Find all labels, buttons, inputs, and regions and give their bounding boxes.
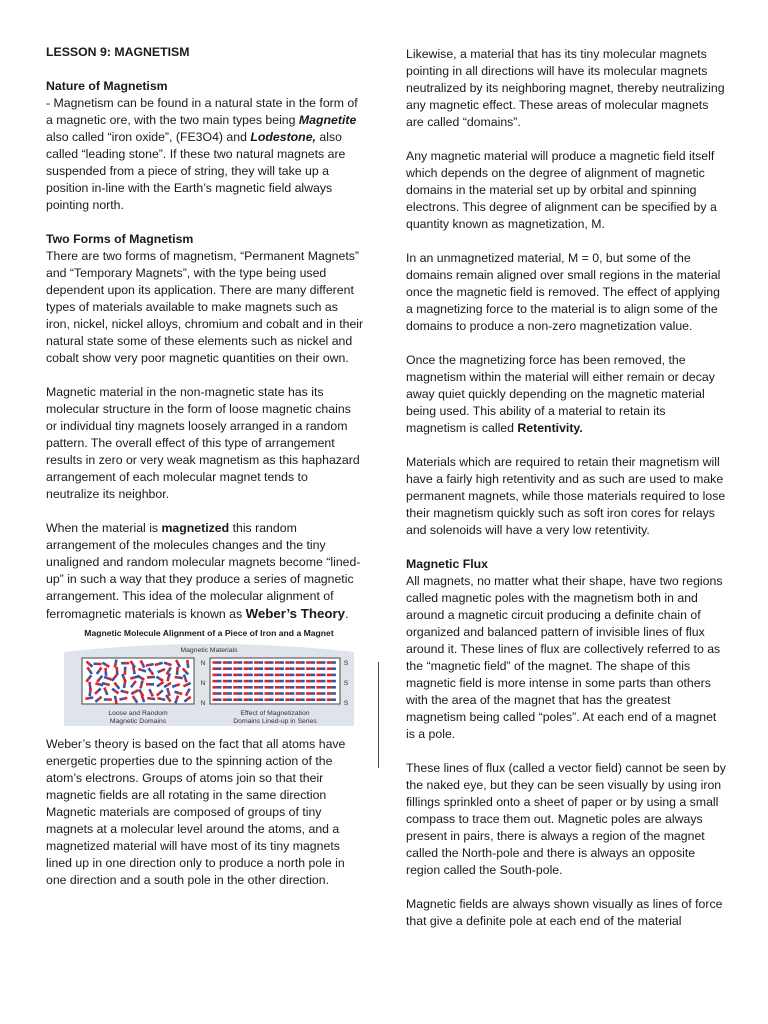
molecular-magnet [296,680,305,683]
magnet-alignment-figure [62,628,356,728]
magnetized-paragraph [46,520,364,623]
molecular-magnet [265,680,274,683]
right-caption-line-2: Domains Lined-up in Series [233,718,317,725]
retain-paragraph: Materials which are required to retain their magnetism will have a fairly high retentivity and as such are used to make permanent magnets, while those materials required to lose their magnetism quickly such as soft iron cores for relays and solenoids will have a very low retentivity. [406,455,726,537]
molecular-magnet [233,667,242,670]
molecular-magnet [296,698,305,701]
molecular-magnet [104,698,112,701]
molecular-magnet [306,686,315,689]
south-pole-label: S [343,700,349,707]
molecular-magnet [254,661,263,664]
molecular-magnet [285,667,294,670]
molecular-magnet [327,692,336,695]
molecular-magnet [317,674,326,677]
molecular-magnet [223,680,232,683]
molecular-magnet [213,692,222,695]
molecular-magnet [317,661,326,664]
figure-title: Magnetic Molecule Alignment of a Piece of Iron and a Magnet [84,628,334,638]
poles-paragraph: All magnets, no matter what their shape, have two regions called magnetic poles with the magnetism both in and around a magnetic circuit producing a definite chain of organized and balanced pattern of invisible lines of flux around it. These lines of flux are collectively referred to as the “magnetic field” of the magnet. The shape of this magnetic field is more intense in some parts than others with the area of the magnet that has the greatest magnetism being called “poles”. At each end of a magnet is a pole. [406,574,723,741]
figure-diagram [62,638,356,726]
molecular-magnet [317,667,326,670]
molecular-magnet [265,661,274,664]
non-magnetic-paragraph: Magnetic material in the non-magnetic state has its molecular structure in the form of loose magnetic chains or individual tiny magnets loosely arranged in a random pattern. The overall effect of this type of arrangement results in zero or very weak magnetism as this haphazard arrangement of each molecular magnet tends to neutralize its neighbor. [46,385,360,501]
molecular-magnet [275,686,284,689]
molecular-magnet [285,661,294,664]
left-caption-line-1: Loose and Random [108,710,168,717]
molecular-magnet [285,686,294,689]
molecular-magnet [296,692,305,695]
molecular-magnet [213,686,222,689]
molecular-magnet [233,674,242,677]
molecular-magnet [244,692,253,695]
molecular-magnet [275,667,284,670]
retentivity-term: Retentivity. [517,421,583,435]
molecular-magnet [213,667,222,670]
molecular-magnet [327,680,336,683]
molecular-magnet [296,674,305,677]
magnetized-term: magnetized [161,521,230,535]
molecular-magnet [223,674,232,677]
molecular-magnet [244,674,253,677]
molecular-magnet [223,661,232,664]
molecular-magnet [213,661,222,664]
molecular-magnet [147,676,155,679]
nature-heading: Nature of Magnetism [46,79,168,93]
molecular-magnet [265,667,274,670]
molecular-magnet [254,674,263,677]
molecular-magnet [285,692,294,695]
molecular-magnet [317,686,326,689]
molecular-magnet [146,683,154,686]
molecular-magnet [254,686,263,689]
text-run: also called “iron oxide”, (FE3O4) and [46,130,251,144]
text-run: - Magnetism can be found in a natural state in the form of a magnetic ore, with the two main types being [46,96,358,127]
molecular-magnet [93,662,101,665]
south-pole-label: S [343,660,349,667]
molecular-magnet [233,698,242,701]
column-divider [378,662,379,768]
molecular-magnet [254,692,263,695]
two-forms-paragraph: There are two forms of magnetism, “Permanent Magnets” and “Temporary Magnets”, with the type being used dependent upon its application. There are many different types of materials available to make magnets such as iron, nickel, nickel alloys, chromium and cobalt and in their natural state some of these elements such as nickel and cobalt show very poor magnetic quantities on their own. [46,249,364,365]
molecular-magnet [327,661,336,664]
molecular-magnet [213,680,222,683]
left-caption-line-2: Magnetic Domains [109,718,167,725]
molecular-magnet [223,667,232,670]
molecular-magnet [254,698,263,701]
molecular-magnet [265,692,274,695]
north-pole-label: N [200,700,206,707]
molecular-magnet [244,698,253,701]
materials-label: Magnetic Materials [180,647,238,654]
molecular-magnet [285,674,294,677]
text-run: When the material is [46,521,162,535]
molecular-magnet [306,692,315,695]
molecular-magnet [306,667,315,670]
two-forms-heading: Two Forms of Magnetism [46,232,194,246]
molecular-magnet [244,686,253,689]
molecular-magnet [275,680,284,683]
field-lines-paragraph: Magnetic fields are always shown visually as lines of force that give a definite pole at each end of the material [406,897,723,928]
molecular-magnet [285,680,294,683]
molecular-magnet [223,686,232,689]
molecular-magnet [275,674,284,677]
right-column [406,46,726,930]
molecular-magnet [306,661,315,664]
molecular-magnet [233,686,242,689]
molecular-magnet [296,686,305,689]
lesson-title: LESSON 9: MAGNETISM [46,45,190,59]
molecular-magnet [265,686,274,689]
south-pole-label: S [343,680,349,687]
text-run: this random arrangement of the molecules changes and the tiny unaligned and random molecular magnets become “lined-up” in such a way that they produce a series of magnetic arrangement. This idea of the molecular alignment of ferromagnetic materials is known as [46,521,361,621]
webers-theory-term: Weber’s Theory [245,606,346,621]
magnetite-term: Magnetite [298,113,357,127]
molecular-magnet [317,692,326,695]
text-run: Once the magnetizing force has been removed, the magnetism within the material will either remain or decay away quiet quickly depending on the magnetic material being used. This ability of a material to retain its magnetism is called [406,353,715,435]
molecular-magnet [327,667,336,670]
molecular-magnet [223,692,232,695]
molecular-magnet [121,662,129,665]
nature-paragraph [46,95,364,214]
right-caption-line-1: Effect of Magnetization [240,710,310,717]
molecular-magnet [233,661,242,664]
retentivity-paragraph [406,352,726,437]
molecular-magnet [285,698,294,701]
molecular-magnet [213,698,222,701]
molecular-magnet [254,680,263,683]
flux-lines-paragraph: These lines of flux (called a vector field) cannot be seen by the naked eye, but they can be seen visually by using iron fillings sprinkled onto a sheet of paper or by using a small compass to trace them out. Magnetic poles are always present in pairs, there is always a region of the magnet called the North-pole and there is always an opposite region called the South-pole. [406,761,726,877]
molecular-magnet [327,686,336,689]
molecular-magnet [275,698,284,701]
molecular-magnet [275,692,284,695]
molecular-magnet [327,698,336,701]
magnetization-paragraph: Any magnetic material will produce a magnetic field itself which depends on the degree of alignment of magnetic domains in the material set up by orbital and spinning electrons. This degree of alignment can be specified by a quantity known as magnetization, M. [406,149,717,231]
molecular-magnet [265,674,274,677]
molecular-magnet [275,661,284,664]
magnetic-flux-heading: Magnetic Flux [406,557,488,571]
molecular-magnet [317,680,326,683]
molecular-magnet [306,680,315,683]
molecular-magnet [244,667,253,670]
molecular-magnet [265,698,274,701]
text-run: also called “leading stone”. If these two natural magnets are suspended from a piece of string, they will take up a position in-line with the Earth’s magnetic field always pointing north. [46,130,346,212]
molecular-magnet [317,698,326,701]
molecular-magnet [123,667,126,675]
molecular-magnet [254,667,263,670]
lodestone-term: Lodestone, [250,130,316,144]
molecular-magnet [327,674,336,677]
molecular-magnet [244,661,253,664]
north-pole-label: N [200,680,206,687]
molecular-magnet [223,698,232,701]
molecular-magnet [296,667,305,670]
molecular-magnet [213,674,222,677]
text-run: . [345,607,349,621]
molecular-magnet [233,680,242,683]
molecular-magnet [306,674,315,677]
unmagnetized-paragraph: In an unmagnetized material, M = 0, but some of the domains remain aligned over small regions in the material once the magnetic field is removed. The effect of applying a magnetizing force to the material is to align some of the domains to produce a non-zero magnetization value. [406,251,721,333]
molecular-magnet [296,661,305,664]
molecular-magnet [233,692,242,695]
domains-paragraph: Likewise, a material that has its tiny molecular magnets pointing in all directions will have its molecular magnets neutralized by its neighboring magnet, thereby neutralizing any magnetic effect. These areas of molecular magnets are called “domains”. [406,47,725,129]
left-column [46,44,364,889]
molecular-magnet [244,680,253,683]
weber-paragraph: Weber’s theory is based on the fact that all atoms have energetic properties due to the spinning action of the atom’s electrons. Groups of atoms join so that their magnetic fields are all rotating in the same direction Magnetic materials are composed of groups of tiny magnets at a molecular level around the atoms, and a magnetized material will have most of its tiny magnets lined up in one direction only to produce a north pole in one direction and a south pole in the other direction. [46,737,346,887]
molecular-magnet [306,698,315,701]
north-pole-label: N [200,660,206,667]
